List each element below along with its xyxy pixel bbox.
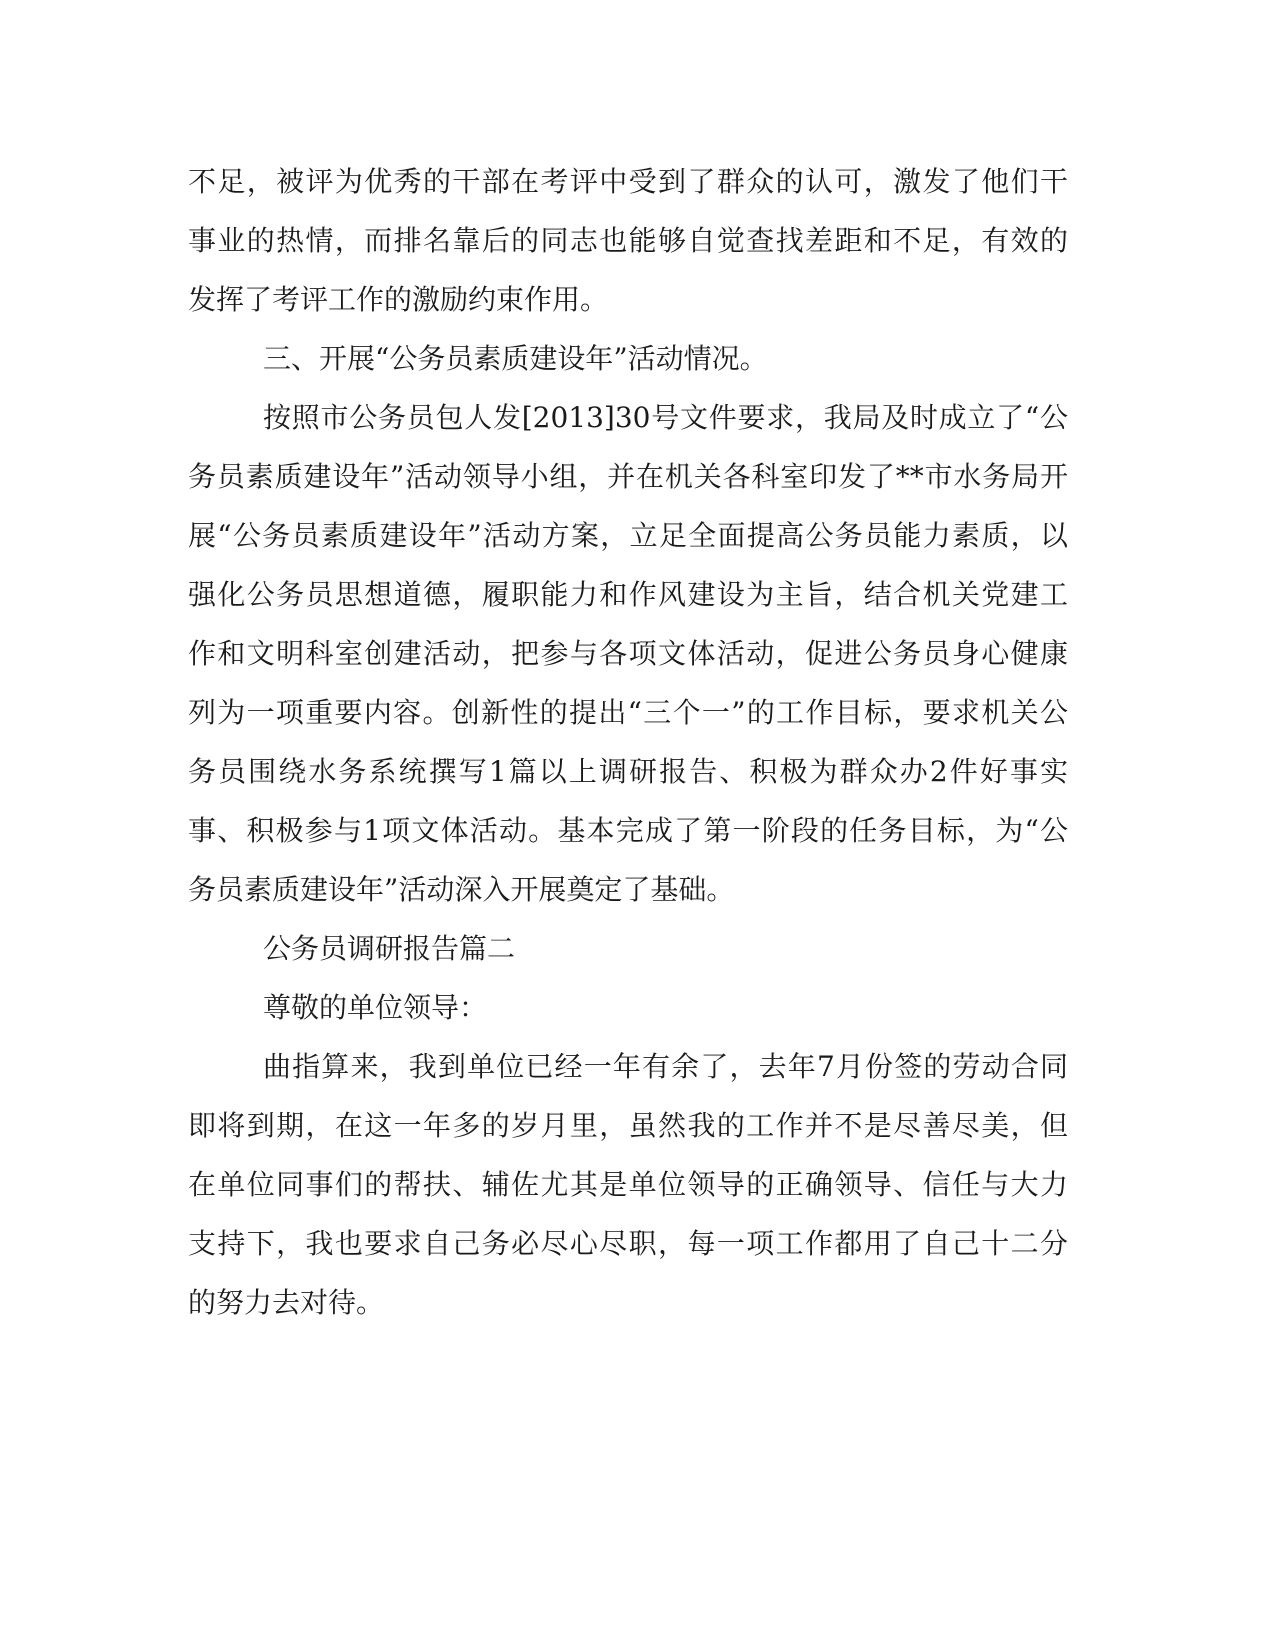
text-line-8: 强化公务员思想道德，履职能力和作风建设为主旨，结合机关党建工 (188, 578, 1068, 611)
text-line-7: 展“公务员素质建设年”活动方案，立足全面提高公务员能力素质，以 (188, 519, 1068, 552)
text-line-18: 在单位同事们的帮扶、辅佐尤其是单位领导的正确领导、信任与大力 (188, 1168, 1068, 1201)
text-line-10: 列为一项重要内容。创新性的提出“三个一”的工作目标，要求机关公 (188, 696, 1068, 729)
text-line-9: 作和文明科室创建活动，把参与各项文体活动，促进公务员身心健康 (188, 637, 1068, 670)
text-line-2: 事业的热情，而排名靠后的同志也能够自觉查找差距和不足，有效的 (188, 224, 1068, 257)
text-line-16: 曲指算来，我到单位已经一年有余了，去年7月份签的劳动合同 (263, 1050, 1068, 1083)
text-line-5: 按照市公务员包人发[2013]30号文件要求，我局及时成立了“公 (263, 401, 1068, 434)
text-line-3: 发挥了考评工作的激励约束作用。 (188, 283, 609, 316)
text-line-19: 支持下，我也要求自己务必尽心尽职，每一项工作都用了自己十二分 (188, 1227, 1068, 1260)
text-line-20: 的努力去对待。 (188, 1286, 385, 1319)
text-line-11: 务员围绕水务系统撰写1篇以上调研报告、积极为群众办2件好事实 (188, 755, 1068, 788)
article-title: 公务员调研报告篇二 (263, 932, 516, 965)
text-line-12: 事、积极参与1项文体活动。基本完成了第一阶段的任务目标，为“公 (188, 814, 1068, 847)
text-line-13: 务员素质建设年”活动深入开展奠定了基础。 (188, 873, 735, 906)
text-line-1: 不足，被评为优秀的干部在考评中受到了群众的认可，激发了他们干 (188, 165, 1068, 198)
text-line-17: 即将到期，在这一年多的岁月里，虽然我的工作并不是尽善尽美，但 (188, 1109, 1068, 1142)
section-heading: 三、开展“公务员素质建设年”活动情况。 (263, 342, 768, 375)
salutation: 尊敬的单位领导： (263, 991, 488, 1024)
text-line-6: 务员素质建设年”活动领导小组，并在机关各科室印发了**市水务局开 (188, 460, 1068, 493)
